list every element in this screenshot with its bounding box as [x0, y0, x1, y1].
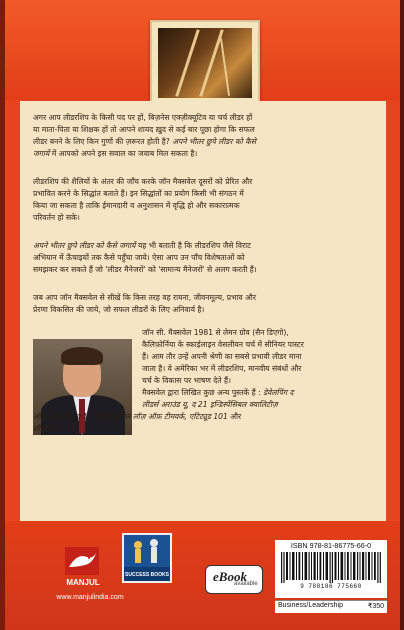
styles-line-2: प्रभावित करने के सिद्धांत बताते हैं। इन सिद्धांतों का प्रयोग किसी भी संगठन में	[33, 189, 244, 198]
book-category: Business/Leadership	[278, 602, 343, 609]
author-bio-top	[142, 327, 380, 387]
bio-line-6: मैक्सवेल द्वारा लिखित कुछ अन्य पुस्तकें हैं : डेवेलपिंग द	[142, 388, 294, 397]
barcode-digits: 9 788186 775660	[300, 583, 362, 590]
publisher-website[interactable]: www.manjulindia.com	[56, 594, 124, 601]
traits-line-1: अपने भीतर छुपे लीडर को कैसे जगायें यह भी बताती है कि लीडरशिप जैसे विराट	[33, 241, 251, 250]
barcode-area	[275, 540, 387, 598]
bio-line-8: ऑफ़ अ लीडर, द 17 इन्डिस्प्यूटेबल लॉज़ ऑफ़ टीमवर्क, एटिट्यूड 101 और	[33, 412, 242, 421]
bio-line-5: चर्च के विकास पर भाषण देते हैं।	[142, 376, 231, 385]
paragraph-leadership-styles	[33, 176, 378, 224]
styles-line-1: लीडरशिप की शैलियों के अंतर की जाँच करके जॉन मैक्सवेल दूसरों को प्रेरित और	[33, 177, 253, 186]
isbn-number: ISBN 978-81-86775-66-0	[290, 541, 372, 550]
barcode-icon	[281, 552, 381, 583]
paragraph-learn	[33, 292, 378, 316]
cover-photo-frame	[150, 20, 260, 106]
ebook-available-label: available	[234, 581, 258, 587]
paragraph-five-traits	[33, 240, 378, 276]
bio-line-1: जॉन सी. मैक्सवेल 1981 से लेमन ग्रोव (सैन डिएगो),	[142, 328, 289, 337]
intro-line-1: अगर आप लीडरशिप के किसी पद पर हों, बिज़नेस एक्ज़ीक्यूटिव या चर्च लीडर हों	[33, 113, 253, 122]
intro-line-3: लीडर बनने के लिए किन गुणों की ज़रूरत होती है? अपने भीतर छुपे लीडर को कैसे	[33, 137, 257, 146]
publisher-name: MANJUL	[66, 578, 100, 587]
styles-line-3: किया जा सकता है ताकि ईमानदारी व अनुशासन में वृद्धि हो और सकारात्मक	[33, 201, 240, 210]
traits-line-3: समझकर कर सकते हैं जो 'लीडर मैनेजरों' को 'सामान्य मैनेजरों' से अलग करती हैं।	[33, 265, 257, 274]
spine-edge-right	[400, 0, 404, 630]
bio-line-2: कैलिफ़ोर्निया के स्काईलाइन वेसलीयन चर्च में सीनियर पास्टर	[142, 340, 304, 349]
paragraph-intro	[33, 112, 378, 160]
intro-line-2: या माता-पिता या शिक्षक हों तो आपने शायद ख़ुद से कई बार पूछा होगा कि सफल	[33, 125, 255, 134]
bio-line-4: जाता है। वे अमेरिका भर में लीडरशिप, मानवीय संबंधों और	[142, 364, 302, 373]
bio-line-9: लीडरशिप 101	[33, 424, 76, 433]
author-other-books	[142, 387, 380, 399]
badge-label: SUCCESS BOOKS	[125, 572, 169, 578]
book-price: ₹350	[367, 603, 384, 610]
author-books-list	[33, 399, 378, 435]
traits-line-2: अभियान में ऊँचाइयों तक कैसे पहुँचा जाये। ऐसा आप उन पाँच विशेषताओं को	[33, 253, 245, 262]
ebook-available-badge	[205, 565, 263, 594]
rope-ladder-photo	[158, 28, 252, 98]
figures-icon	[124, 535, 170, 567]
success-books-badge	[122, 533, 172, 583]
learn-line-2: प्रेरणा विकसित की जाये, जो सफल लीडरों के लिए अनिवार्य है।	[33, 305, 205, 314]
ebook-label: eBook	[213, 569, 247, 584]
price-row	[275, 600, 387, 613]
intro-line-4: जगायें में आपको अपने इस सवाल का जवाब मिल सकता है।	[33, 149, 198, 158]
bio-line-7: लीडर्स अराउंड यू, द 21 इन्डिस्पेंसिबल क्वालिटीज़	[142, 400, 278, 409]
styles-line-4: परिवर्तन हो सके।	[33, 213, 80, 222]
manjul-bird-logo-icon	[65, 547, 99, 575]
bio-line-3: हैं। आम तौर उन्हें अपनी श्रेणी का सबसे प्रभावी लीडर माना	[142, 352, 302, 361]
learn-line-1: जब आप जॉन मैक्सवेल से सीखें कि किस तरह वह रायना, जीवनमूल्य, प्रभाव और	[33, 293, 256, 302]
